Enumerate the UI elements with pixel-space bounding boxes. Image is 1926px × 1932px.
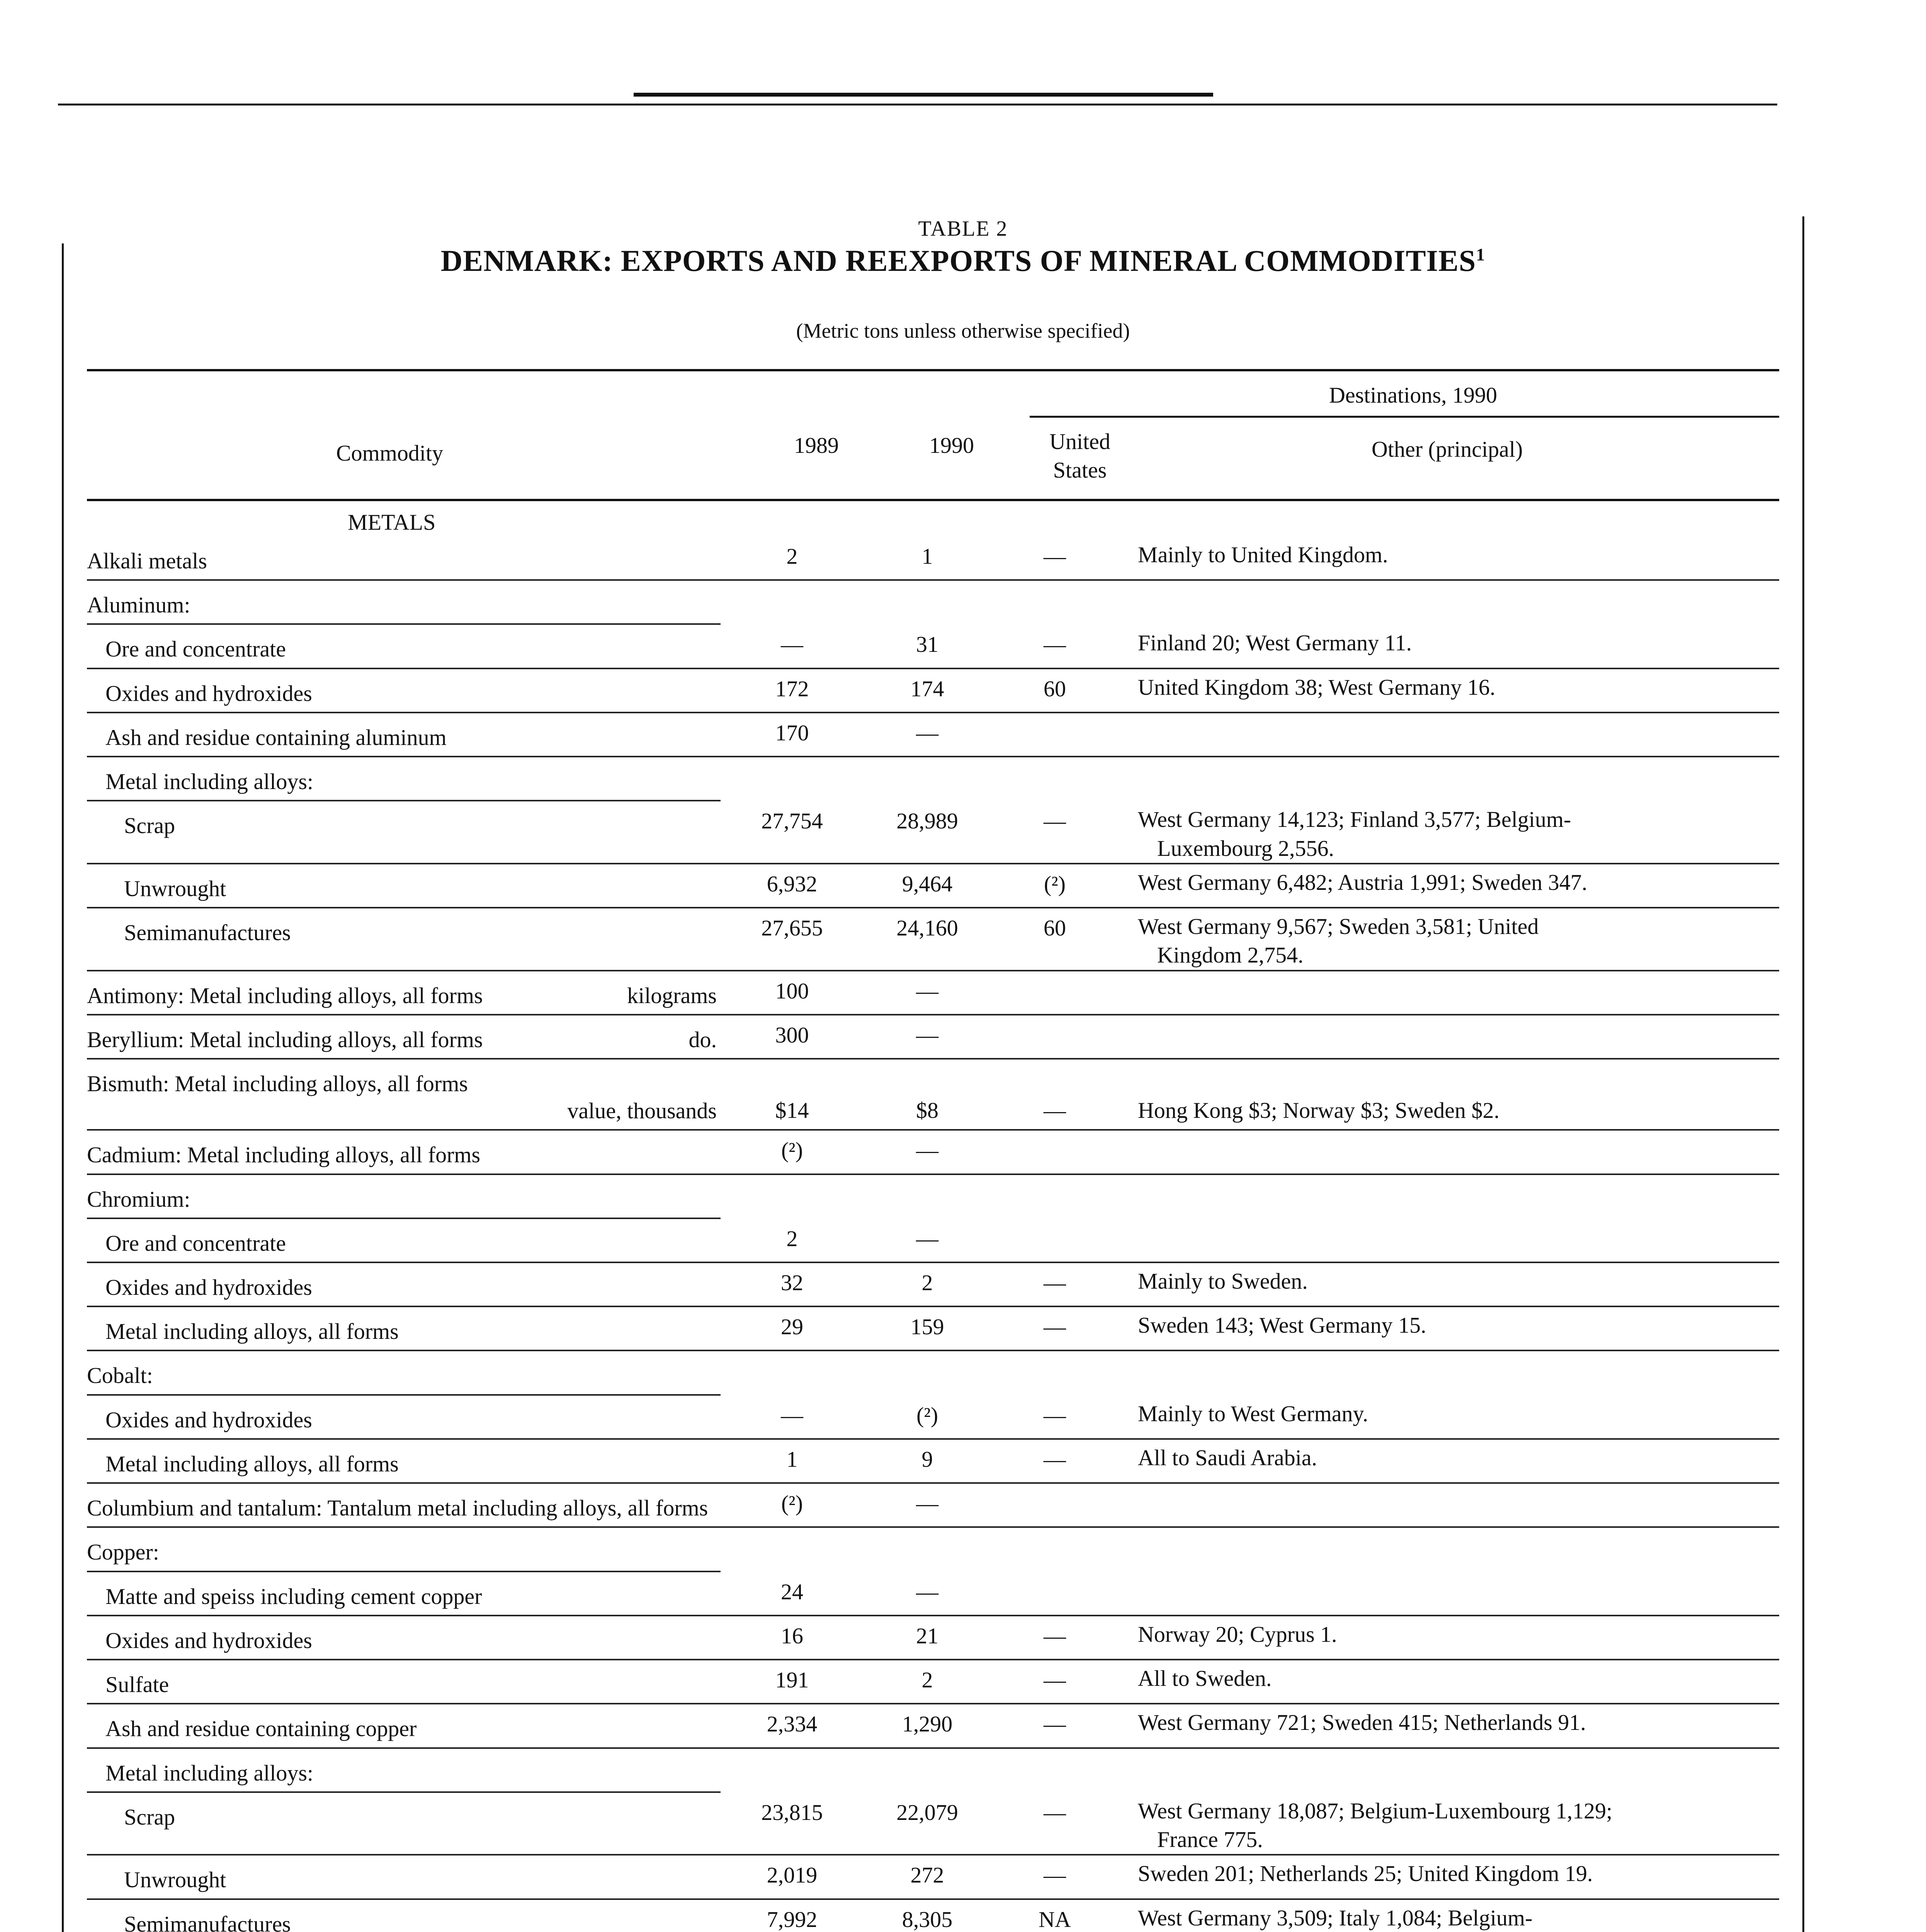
other-destinations: [1119, 1749, 1779, 1753]
value-united-states: —: [1044, 808, 1066, 834]
value-united-states: [991, 1528, 1119, 1533]
destinations-line: West Germany 18,087; Belgium-Luxembourg 1,129;: [1138, 1798, 1613, 1823]
value-united-states: [991, 1351, 1119, 1357]
unit-label: kilograms: [627, 983, 717, 1008]
other-destinations: [1119, 581, 1779, 585]
value-1989: 32: [781, 1270, 803, 1295]
other-destinations: [1119, 1307, 1779, 1340]
commodity-cell: [87, 1351, 721, 1395]
value-1989: 24: [781, 1579, 803, 1604]
commodity-cell: [87, 1660, 721, 1703]
value-1990: 22,079: [896, 1799, 958, 1825]
value-1989: 27,754: [761, 808, 823, 834]
value-united-states: [991, 1131, 1119, 1136]
value-united-states: [991, 757, 1119, 763]
commodity-cell: [87, 1793, 721, 1835]
value-1990: 159: [910, 1314, 944, 1340]
value-1990: 21: [916, 1623, 938, 1648]
table-row: [87, 908, 1779, 971]
left-margin-rule: [62, 243, 64, 1932]
destinations-line: Sweden 143; West Germany 15.: [1138, 1313, 1426, 1338]
value-united-states: —: [1044, 1862, 1066, 1888]
other-destinations: [1119, 1131, 1779, 1134]
table-row: [87, 1131, 1779, 1175]
value-united-states: —: [1044, 1446, 1066, 1472]
commodity-cell: [87, 1219, 721, 1262]
exports-table: [87, 369, 1779, 1932]
value-1990: —: [916, 978, 938, 1003]
other-destinations: [1119, 971, 1779, 975]
other-destinations: [1119, 757, 1779, 761]
value-1990: 9: [921, 1446, 933, 1472]
commodity-name: Ash and residue containing copper: [105, 1716, 417, 1742]
commodity-cell: [87, 1396, 721, 1438]
top-rule: [58, 104, 1777, 105]
commodity-name: Metal including alloys, all forms: [105, 1451, 399, 1476]
table-row: [87, 1855, 1779, 1900]
commodity-cell: [87, 757, 721, 801]
value-1990: 2: [921, 1667, 933, 1693]
commodity-name: Metal including alloys, all forms: [105, 1319, 399, 1344]
value-1989: 100: [775, 978, 809, 1003]
commodity-name: Oxides and hydroxides: [105, 680, 312, 706]
value-1990: —: [916, 1579, 938, 1604]
commodity-name: Sulfate: [105, 1672, 169, 1697]
value-1989: 172: [775, 676, 809, 701]
commodity-name: Aluminum:: [87, 592, 190, 618]
other-destinations: [1119, 625, 1779, 657]
value-1990: $8: [916, 1098, 938, 1123]
commodity-cell: [87, 581, 721, 625]
value-1990: —: [916, 1022, 938, 1048]
destinations-line: West Germany 6,482; Austria 1,991; Sweden 347.: [1138, 869, 1588, 895]
commodity-cell: [87, 713, 721, 756]
table-group-row: [87, 1175, 1779, 1219]
table-row: [87, 1060, 1779, 1131]
commodity-name: Bismuth: Metal including alloys, all forms: [87, 1071, 468, 1097]
destinations-line: All to Saudi Arabia.: [1138, 1445, 1317, 1470]
value-united-states: [991, 971, 1119, 977]
value-united-states: —: [1044, 1270, 1066, 1295]
commodity-cell: [87, 1704, 721, 1747]
value-1989: 2: [786, 1226, 798, 1251]
commodity-cell: [87, 1307, 721, 1350]
table-row: [87, 1396, 1779, 1440]
value-1990: 1,290: [902, 1711, 953, 1737]
value-united-states: [991, 1175, 1119, 1180]
value-united-states: (²): [1044, 871, 1066, 896]
destinations-continuation: Kingdom 2,754.: [1157, 942, 1304, 968]
commodity-cell: [87, 971, 721, 1014]
table-group-row: [87, 581, 1779, 625]
value-1989: 1: [786, 1446, 798, 1472]
value-1990: 9,464: [902, 871, 953, 896]
value-1989: [721, 757, 864, 763]
commodity-cell: [87, 801, 721, 844]
table-row: [87, 1660, 1779, 1704]
other-destinations: [1119, 1616, 1779, 1649]
table-row: [87, 1440, 1779, 1484]
value-united-states: [991, 1015, 1119, 1021]
commodity-name: Metal including alloys:: [105, 769, 314, 794]
destinations-line: All to Sweden.: [1138, 1666, 1272, 1691]
value-1989: 29: [781, 1314, 803, 1340]
value-1989: 191: [775, 1667, 809, 1693]
commodity-name: Metal including alloys:: [105, 1760, 314, 1786]
value-1989: 2,019: [767, 1862, 818, 1888]
header-1990: 1990: [929, 433, 974, 458]
commodity-cell: [87, 1484, 721, 1526]
value-united-states: —: [1044, 1314, 1066, 1340]
value-1989: 27,655: [761, 915, 823, 941]
commodity-name: Copper:: [87, 1539, 159, 1565]
value-1989: 2,334: [767, 1711, 818, 1737]
value-united-states: [991, 1572, 1119, 1578]
table-row: [87, 1307, 1779, 1351]
commodity-cell: [87, 1855, 721, 1898]
value-1989: 2: [786, 544, 798, 569]
other-destinations: [1119, 1015, 1779, 1019]
other-destinations: [1119, 1484, 1779, 1488]
destinations-line: Mainly to United Kingdom.: [1138, 542, 1388, 567]
other-destinations: [1119, 1175, 1779, 1179]
right-margin-rule: [1802, 216, 1804, 1932]
table-row: [87, 1263, 1779, 1307]
table-row: [87, 669, 1779, 713]
header-destinations: Destinations, 1990: [1329, 383, 1497, 408]
table-body: [87, 537, 1779, 1932]
destinations-line: Mainly to West Germany.: [1138, 1401, 1368, 1426]
value-1989: [721, 581, 864, 586]
other-destinations: [1119, 1528, 1779, 1532]
value-1989: [721, 1749, 864, 1754]
value-1989: [721, 1351, 864, 1357]
commodity-cell: [87, 1015, 721, 1058]
value-1989: —: [781, 632, 803, 657]
commodity-name: Ore and concentrate: [105, 1230, 286, 1256]
value-1989: $14: [775, 1098, 809, 1123]
destinations-line: West Germany 3,509; Italy 1,084; Belgium-: [1138, 1905, 1533, 1930]
table-header: [87, 369, 1779, 501]
commodity-cell: [87, 1528, 721, 1572]
table-group-row: [87, 1528, 1779, 1572]
other-destinations: [1119, 1660, 1779, 1693]
value-1990: 24,160: [896, 915, 958, 941]
value-united-states: [991, 1749, 1119, 1754]
value-1990: [864, 1749, 991, 1754]
value-1990: [864, 757, 991, 763]
value-1990: 31: [916, 632, 938, 657]
commodity-cell: [87, 1263, 721, 1306]
table-row: [87, 971, 1779, 1015]
commodity-name: Oxides and hydroxides: [105, 1274, 312, 1300]
destinations-line: Hong Kong $3; Norway $3; Sweden $2.: [1138, 1098, 1499, 1123]
other-destinations: [1119, 908, 1779, 969]
value-1989: 7,992: [767, 1906, 818, 1932]
other-destinations: [1119, 864, 1779, 897]
other-destinations: [1119, 713, 1779, 717]
value-1990: 28,989: [896, 808, 958, 834]
commodity-name: Ore and concentrate: [105, 636, 286, 662]
value-united-states: —: [1044, 544, 1066, 569]
header-1989: 1989: [794, 433, 839, 458]
table-number: TABLE 2: [918, 217, 1008, 241]
commodity-cell: [87, 864, 721, 907]
commodity-cell: [87, 1175, 721, 1219]
value-1990: (²): [916, 1402, 938, 1428]
value-1990: 272: [910, 1862, 944, 1888]
value-united-states: 60: [1044, 676, 1066, 701]
other-destinations: [1119, 1351, 1779, 1355]
value-1990: 174: [910, 676, 944, 701]
value-1989: 170: [775, 720, 809, 745]
value-1989: 23,815: [761, 1799, 823, 1825]
other-destinations: [1119, 1793, 1779, 1854]
table-row: [87, 537, 1779, 581]
table-row: [87, 1704, 1779, 1748]
table-title: [0, 243, 1926, 278]
commodity-cell: [87, 1616, 721, 1659]
value-1990: —: [916, 1226, 938, 1251]
header-destinations-rule: [1030, 416, 1779, 418]
value-1990: [864, 1175, 991, 1180]
value-1990: —: [916, 1491, 938, 1516]
commodity-cell: [87, 669, 721, 712]
table-group-row: [87, 757, 1779, 801]
commodity-cell: [87, 1060, 721, 1129]
destinations-line: West Germany 9,567; Sweden 3,581; United: [1138, 914, 1539, 939]
value-1989: —: [781, 1402, 803, 1428]
destinations-line: Norway 20; Cyprus 1.: [1138, 1621, 1337, 1647]
destinations-continuation: Luxembourg 2,556.: [1157, 835, 1334, 861]
value-1990: 8,305: [902, 1906, 953, 1932]
table-row: [87, 1219, 1779, 1263]
other-destinations: [1119, 1855, 1779, 1888]
commodity-name: Cobalt:: [87, 1363, 153, 1388]
commodity-name: Antimony: Metal including alloys, all forms: [87, 983, 483, 1008]
commodity-name: Beryllium: Metal including alloys, all forms: [87, 1027, 483, 1052]
commodity-name: Cadmium: Metal including alloys, all forms: [87, 1142, 481, 1168]
commodity-cell: [87, 625, 721, 667]
commodity-name: Scrap: [124, 813, 175, 838]
other-destinations: [1119, 1263, 1779, 1296]
value-united-states: NA: [1039, 1906, 1071, 1932]
value-united-states: [991, 581, 1119, 586]
destinations-continuation: France 775.: [1157, 1827, 1263, 1852]
value-1990: 2: [921, 1270, 933, 1295]
table-row: [87, 1900, 1779, 1932]
header-united-states: United States: [1049, 429, 1110, 483]
value-1990: 1: [921, 544, 933, 569]
table-row: [87, 1484, 1779, 1528]
commodity-name: Matte and speiss including cement copper: [105, 1583, 482, 1609]
other-destinations: [1119, 1900, 1779, 1932]
section-heading-metals: METALS: [348, 510, 436, 535]
value-united-states: —: [1044, 1667, 1066, 1693]
table-row: [87, 1616, 1779, 1660]
header-commodity: Commodity: [336, 440, 444, 466]
other-destinations: [1119, 537, 1779, 569]
value-1989: 300: [775, 1022, 809, 1048]
value-1989: (²): [781, 1138, 803, 1163]
table-row: [87, 801, 1779, 864]
commodity-cell: [87, 1131, 721, 1173]
value-1990: —: [916, 1138, 938, 1163]
other-destinations: [1119, 1396, 1779, 1428]
commodity-name: Semimanufactures: [124, 920, 291, 946]
commodity-name: Unwrought: [124, 1867, 226, 1893]
other-destinations: [1119, 801, 1779, 862]
commodity-name: Oxides and hydroxides: [105, 1407, 312, 1432]
table-row: [87, 1572, 1779, 1616]
table-row: [87, 1015, 1779, 1060]
value-1989: (²): [781, 1491, 803, 1516]
destinations-line: West Germany 721; Sweden 415; Netherlands 91.: [1138, 1710, 1586, 1735]
commodity-name: Scrap: [124, 1804, 175, 1830]
top-rule-thick: [634, 93, 1213, 97]
commodity-name: Semimanufactures: [124, 1911, 291, 1932]
value-1990: [864, 1528, 991, 1533]
value-united-states: [991, 1219, 1119, 1225]
commodity-cell: [87, 1900, 721, 1932]
destinations-line: United Kingdom 38; West Germany 16.: [1138, 674, 1496, 700]
value-1990: [864, 1351, 991, 1357]
destinations-line: Mainly to Sweden.: [1138, 1268, 1308, 1294]
title-footnote-mark: 1: [1476, 245, 1486, 264]
other-destinations: [1119, 1440, 1779, 1472]
value-united-states: —: [1044, 1623, 1066, 1648]
commodity-cell: [87, 1749, 721, 1793]
commodity-cell: [87, 537, 721, 579]
table-row: [87, 1793, 1779, 1855]
table-group-row: [87, 1749, 1779, 1793]
value-united-states: —: [1044, 1711, 1066, 1737]
header-other: Other (principal): [1372, 437, 1523, 462]
value-1989: [721, 1528, 864, 1533]
value-1990: [864, 581, 991, 586]
table-row: [87, 864, 1779, 908]
commodity-cell: [87, 1440, 721, 1482]
value-1989: 6,932: [767, 871, 818, 896]
value-united-states: [991, 713, 1119, 719]
value-united-states: —: [1044, 1402, 1066, 1428]
other-destinations: [1119, 1060, 1779, 1125]
table-row: [87, 713, 1779, 757]
unit-note: (Metric tons unless otherwise specified): [796, 319, 1130, 342]
unit-label: value, thousands: [567, 1098, 717, 1124]
destinations-line: Sweden 201; Netherlands 25; United Kingdom 19.: [1138, 1861, 1593, 1886]
value-1990: —: [916, 720, 938, 745]
value-1989: 16: [781, 1623, 803, 1648]
commodity-cell: [87, 908, 721, 951]
other-destinations: [1119, 1572, 1779, 1576]
other-destinations: [1119, 1704, 1779, 1737]
other-destinations: [1119, 1219, 1779, 1223]
value-united-states: [991, 1484, 1119, 1489]
commodity-cell: [87, 1572, 721, 1615]
value-1989: [721, 1175, 864, 1180]
destinations-line: Finland 20; West Germany 11.: [1138, 630, 1412, 656]
commodity-name: Columbium and tantalum: Tantalum metal including alloys, all forms: [87, 1495, 708, 1521]
table-title-text: DENMARK: EXPORTS AND REEXPORTS OF MINERAL COMMODITIES: [440, 244, 1476, 277]
value-united-states: —: [1044, 632, 1066, 657]
commodity-name: Unwrought: [124, 876, 226, 901]
commodity-name: Oxides and hydroxides: [105, 1628, 312, 1653]
unit-label: do.: [688, 1027, 717, 1052]
destinations-line: West Germany 14,123; Finland 3,577; Belgium-: [1138, 807, 1571, 832]
commodity-name: Chromium:: [87, 1186, 190, 1212]
table-row: [87, 625, 1779, 669]
commodity-name: Alkali metals: [87, 548, 207, 573]
value-united-states: 60: [1044, 915, 1066, 941]
value-united-states: —: [1044, 1799, 1066, 1825]
value-united-states: —: [1044, 1098, 1066, 1123]
table-group-row: [87, 1351, 1779, 1395]
other-destinations: [1119, 669, 1779, 702]
commodity-name: Ash and residue containing aluminum: [105, 724, 447, 750]
